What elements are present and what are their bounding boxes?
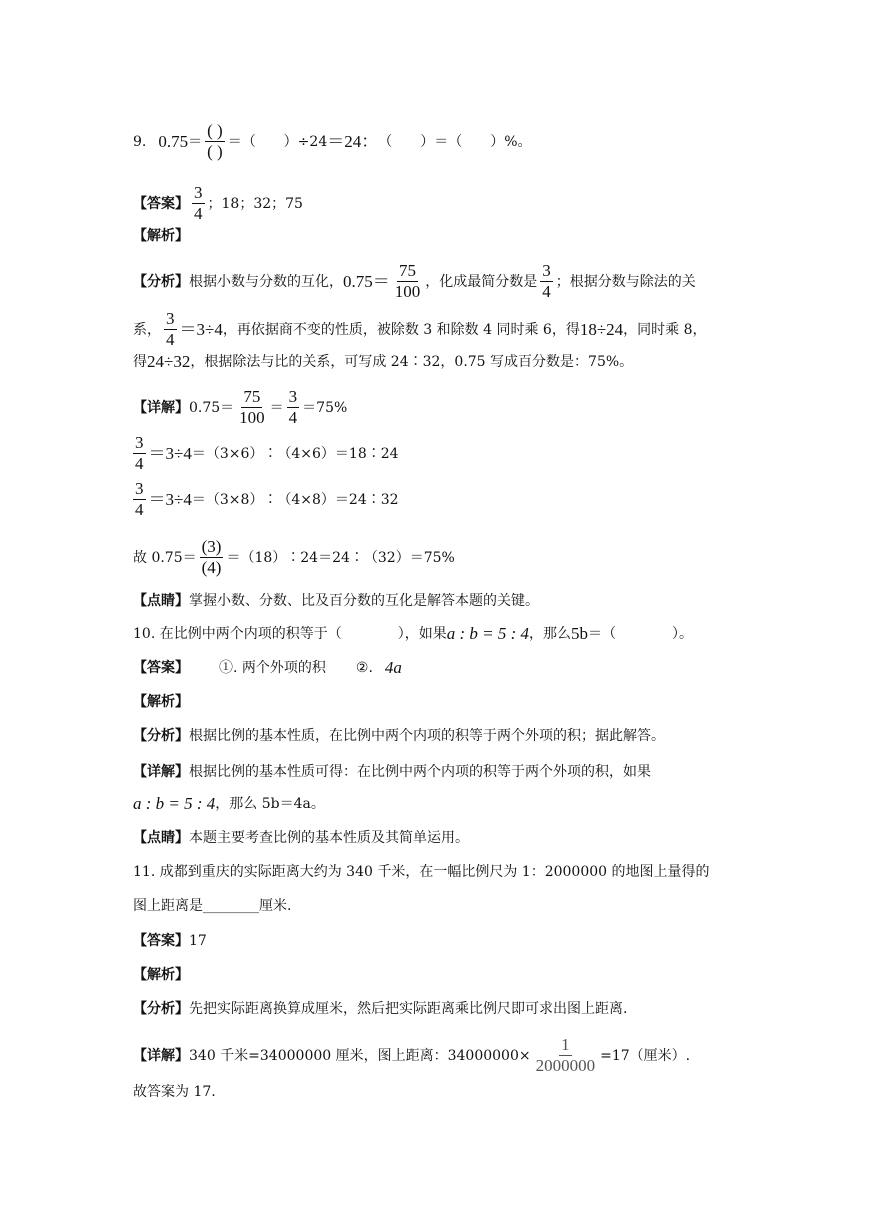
q9-blank-fraction: $\frac{( )}{( )}$ xyxy=(207,121,223,161)
q11-stem-line2: 图上距离是________厘米. xyxy=(133,898,292,914)
q9-eq2: ＝ xyxy=(227,133,242,150)
fraction-3-4: $\frac{3}{4}$ xyxy=(542,261,551,301)
q10-stem: 10. 在比例中两个内项的积等于（ ），如果 a : b = 5 : 4 ，那么 5b ＝（ ）。 xyxy=(133,624,694,643)
answer-label: 【答案】 xyxy=(133,195,189,212)
q9-xiangjie-line1: 【详解】 0.75＝ $\frac{75}{100}$ ＝ $\frac{3}{4}$ ＝75% xyxy=(133,387,348,427)
q9-eq24: ＝24： xyxy=(327,131,379,151)
answer-label: 【答案】 xyxy=(133,660,189,676)
xiangjie-label: 【详解】 xyxy=(133,764,189,780)
q9-analysis-label: 【解析】 xyxy=(133,228,189,244)
q9-fenxi-line1: 【分析】 根据小数与分数的互化， 0.75 ＝ $\frac{75}{100}$ ，化成最简分数是 $\frac{3}{4}$ ；根据分数与除法的关 xyxy=(133,261,696,301)
xiangjie-label: 【详解】 xyxy=(133,399,189,416)
q9-xiangjie-line3: $\frac{3}{4}$ ＝3÷4 ＝（3×8）∶（4×8）＝24∶32 xyxy=(135,479,399,519)
q9-answer-fraction: $\frac{3}{4}$ xyxy=(194,183,203,223)
dianjing-label: 【点睛】 xyxy=(133,593,189,609)
answer-label: 【答案】 xyxy=(133,933,189,949)
fraction-3-4: $\frac{3}{4}$ xyxy=(166,309,175,349)
q10-analysis-label: 【解析】 xyxy=(133,694,189,710)
q9-conclusion: 故 0.75＝ $\frac{(3)}{(4)}$ ＝（18）∶24＝24∶（32）＝75% xyxy=(133,537,455,577)
fenxi-label: 【分析】 xyxy=(133,728,189,744)
q11-xiangjie: 【详解】 340 千米=34000000 厘米，图上距离：34000000× $\frac{1}{2000000}$ =17（厘米）. xyxy=(133,1035,691,1075)
q9-tail1: （ ）÷24 xyxy=(241,133,328,150)
xiangjie-label: 【详解】 xyxy=(133,1047,189,1064)
q11-stem-line1: 11. 成都到重庆的实际距离大约为 340 千米，在一幅比例尺为 1：2000000 的地图上量得的 xyxy=(133,864,710,880)
q11-final: 故答案为 17. xyxy=(133,1084,216,1100)
fraction-3-4: $\frac{3}{4}$ xyxy=(135,479,144,519)
q11-analysis-label: 【解析】 xyxy=(133,967,189,983)
q9-stem xyxy=(133,122,532,161)
q9-xiangjie-line2: $\frac{3}{4}$ ＝3÷4 ＝（3×6）∶（4×6）＝18∶24 xyxy=(135,433,399,473)
fraction-1-2000000: $\frac{1}{2000000}$ xyxy=(535,1035,596,1075)
q10-answer: 【答案】 ①. 两个外项的积 ②. 4a xyxy=(133,658,402,677)
fraction-3-4-bracketed: $\frac{(3)}{(4)}$ xyxy=(201,537,222,577)
q9-dianjing: 【点睛】 掌握小数、分数、比及百分数的互化是解答本题的关键。 xyxy=(133,593,539,609)
q9-fenxi-line3: 得 24÷32 ，根据除法与比的关系，可写成 24∶32，0.75 写成百分数是：75%。 xyxy=(133,352,634,371)
q10-xiangjie-line1: 【详解】 根据比例的基本性质可得：在比例中两个内项的积等于两个外项的积，如果 xyxy=(133,764,651,780)
dianjing-label: 【点睛】 xyxy=(133,830,189,846)
q10-dianjing: 【点睛】 本题主要考查比例的基本性质及其简单运用。 xyxy=(133,830,469,846)
q9-eq: ＝ xyxy=(188,133,203,150)
q11-answer: 【答案】 17 xyxy=(133,933,207,949)
fraction-3-4: $\frac{3}{4}$ xyxy=(288,387,298,427)
fraction-75-100: $\frac{75}{100}$ xyxy=(394,261,421,301)
q10-fenxi: 【分析】 根据比例的基本性质，在比例中两个内项的积等于两个外项的积；据此解答。 xyxy=(133,728,665,744)
fraction-3-4: $\frac{3}{4}$ xyxy=(135,433,144,473)
q11-fenxi: 【分析】 先把实际距离换算成厘米，然后把实际距离乘比例尺即可求出图上距离. xyxy=(133,1001,628,1017)
q9-number: 9. xyxy=(133,133,147,150)
q9-lhs: 0.75 xyxy=(158,131,189,151)
fenxi-label: 【分析】 xyxy=(133,273,189,290)
q9-answer-rest: ；18；32；75 xyxy=(207,195,303,212)
q9-fenxi-line2: 系， $\frac{3}{4}$ ＝3÷4 ，再依据商不变的性质，被除数 3 和除数 4 同时乘 6，得 18÷24 ，同时乘 8， xyxy=(133,309,707,349)
fenxi-label: 【分析】 xyxy=(133,1001,189,1017)
q9-tail2: （ ）＝（ ）%。 xyxy=(378,133,532,150)
fraction-75-100: $\frac{75}{100}$ xyxy=(239,387,265,427)
q9-answer xyxy=(133,184,303,223)
q10-xiangjie-line2: a : b = 5 : 4 ，那么 5b＝4a。 xyxy=(133,794,325,813)
